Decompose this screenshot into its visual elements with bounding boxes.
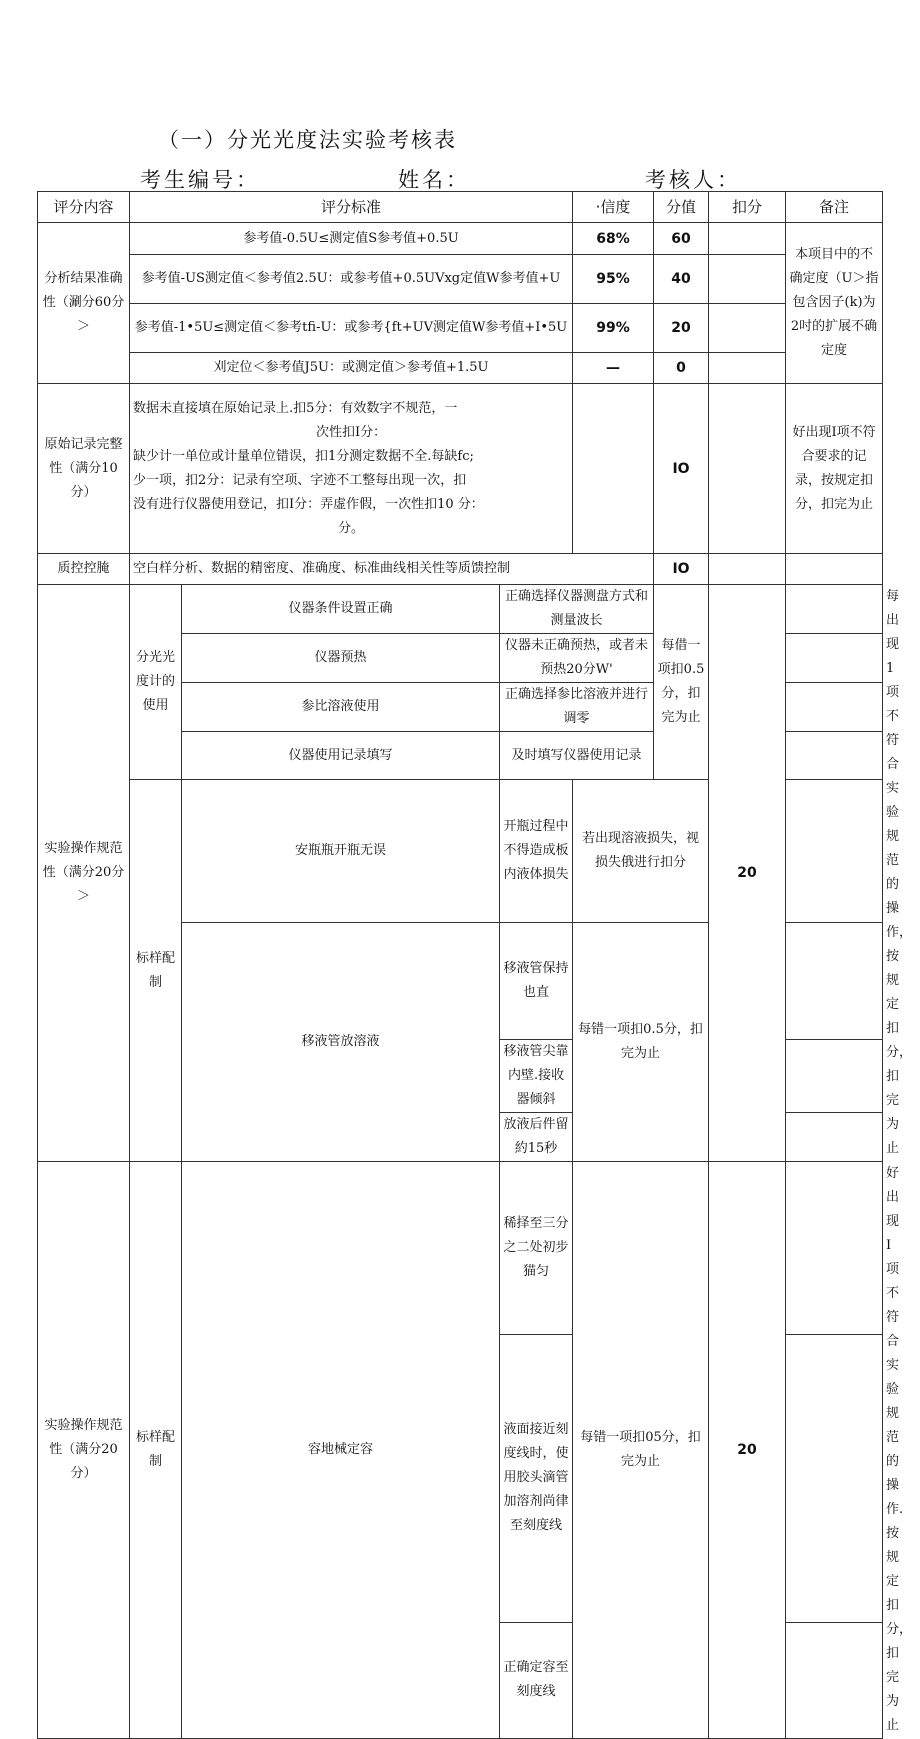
s1-remark: 本项目中的不确定度（U＞指包含因子(k)为2吋的扩展不确定度: [786, 223, 883, 384]
s4-g1-item-name: 参比溶液使用: [182, 683, 500, 732]
s1-r4-deduct[interactable]: [709, 353, 786, 384]
s3-deduct[interactable]: [709, 554, 786, 585]
s1-r1-standard: 参考值-0.5U≤测定值S参考值+0.5U: [130, 223, 573, 255]
s4-g1-item-name: 仪器使用记录填写: [182, 732, 500, 780]
s4-g1-item-req: 及时填写仪器使用记录: [500, 732, 654, 780]
s2-line: 数据未直接填在原始记录上.扣5分：有效数字不规范，一: [133, 400, 458, 416]
s2-remark: 好出现I项不符合要求的记录，按规定扣分，扣完为止: [786, 384, 883, 554]
col-standard: 评分标准: [130, 192, 573, 223]
s3-label: 质控控腌: [38, 554, 130, 585]
s5-item-req: 正确定容至刻度线: [500, 1622, 573, 1738]
col-deduct: 扣分: [709, 192, 786, 223]
s4-g2-label: 标样配制: [130, 780, 182, 1162]
col-remark: 备注: [786, 192, 883, 223]
s4-g1-item-name: 仪器条件设置正确: [182, 585, 500, 634]
s4-deduct[interactable]: [786, 922, 883, 1040]
s4-deduct[interactable]: [786, 634, 883, 683]
s1-r1-confidence: 68%: [573, 223, 654, 255]
assessor-label: 考核人：: [645, 168, 741, 192]
s5-item-req: 液面接近刻度线时，使用胶头滴管加溶剂尚律至刻度线: [500, 1335, 573, 1622]
s1-r2-standard: 参考值-US测定值＜参考值2.5U：或参考值+0.5UVxg定值W参考值+U: [130, 255, 573, 304]
s3-score: IO: [654, 554, 709, 585]
s4-g1-label: 分光光度计的使用: [130, 585, 182, 780]
s5-deduct[interactable]: [786, 1622, 883, 1738]
s2-confidence: [573, 384, 654, 554]
s4-g2-item-req: 移液管尖靠内壁.接收器倾斜: [500, 1040, 573, 1113]
s4-deduct[interactable]: [786, 780, 883, 923]
s4-g2-item-req: 开瓶过程中不得造成板内液体损失: [500, 780, 573, 923]
s2-label: 原始记录完整性（满分10分）: [38, 384, 130, 554]
s1-r4-confidence: —: [573, 353, 654, 384]
table-row: [38, 255, 883, 304]
s4-g2-item-req: 放液后件留約15秒: [500, 1113, 573, 1162]
table-row: [38, 554, 883, 585]
s1-r1-score: 60: [654, 223, 709, 255]
s5-sub-label: 标样配制: [130, 1162, 182, 1739]
col-score: 分值: [654, 192, 709, 223]
s1-label: 分析结果准确性（涮分60分＞: [38, 223, 130, 384]
page-title: （一）分光光度法实验考核表: [158, 128, 457, 152]
table-row: 实验操作规范性（满分20分＞ 分光光度计的使用 仪器条件设置正确 正确选择仪器测盘方式和测量波长 每借一项扣0.5分，扣完为止 20 每出现1项不符合实验规范的操作，按规定扣分，扣完为止: [38, 585, 883, 634]
s4-label: 实验操作规范性（满分20分＞: [38, 585, 130, 1162]
s1-r2-confidence: 95%: [573, 255, 654, 304]
s2-line: 没有进行仪器使用登记，扣I分：弄虚作假，一次性扣10 分：: [133, 496, 484, 512]
table-row: [38, 353, 883, 384]
s4-deduct[interactable]: [786, 1113, 883, 1162]
s2-line: 分。: [338, 520, 365, 536]
exam-number-label: 考生编号：: [140, 168, 260, 192]
s4-g2-item-name: 移液管放溶液: [182, 922, 500, 1162]
s1-r2-score: 40: [654, 255, 709, 304]
col-content: 评分内容: [38, 192, 130, 223]
s4-deduct[interactable]: [786, 683, 883, 732]
s4-deduct[interactable]: [786, 1040, 883, 1113]
s4-deduct[interactable]: [786, 585, 883, 634]
table-row: [38, 304, 883, 353]
s1-r1-deduct[interactable]: [709, 223, 786, 255]
s2-standard: [130, 384, 573, 554]
name-label: 姓名：: [398, 168, 470, 192]
s5-rule: 每错一项扣05分，扣完为止: [573, 1162, 709, 1739]
header-row: [38, 192, 883, 223]
s2-line: 次性扣I分：: [315, 424, 387, 440]
s5-item-name: 容地械定容: [182, 1162, 500, 1739]
col-confidence: ·信度: [573, 192, 654, 223]
s2-deduct[interactable]: [709, 384, 786, 554]
s1-r4-score: 0: [654, 353, 709, 384]
assessment-table: [37, 191, 913, 1739]
s4-g2-rule: 若出现溶液损失，视损失俄进行扣分: [573, 780, 709, 923]
s1-r4-standard: 刈定位＜参考值J5U：或测定值＞参考值+1.5U: [130, 353, 573, 384]
s1-r3-confidence: 99%: [573, 304, 654, 353]
s4-g1-item-req: 正确选择参比溶液并进行调零: [500, 683, 654, 732]
s4-g1-item-req: 正确选择仪器测盘方式和测量波长: [500, 585, 654, 634]
s2-line: 缺少计一单位或计量单位错误，扣1分测定数据不全.每缺fc;: [133, 448, 474, 464]
s4-score: 20: [709, 585, 786, 1162]
table-row: 实验操作规范性（满分20分） 标样配制 容地械定容 稀择至三分之二处初步猫匀 每错一项扣05分，扣完为止 20 好出现I项不符合实验规范的操作.按规定扣分，扣完为止: [38, 1162, 883, 1335]
s2-score: IO: [654, 384, 709, 554]
s5-score: 20: [709, 1162, 786, 1739]
table-row: [38, 223, 883, 255]
s3-remark: [786, 554, 883, 585]
s1-r3-standard: 参考值-1•5U≤测定值＜参考tfi-U：或参考{ft+UV测定值W参考值+I•5U: [130, 304, 573, 353]
s4-deduct[interactable]: [786, 732, 883, 780]
s1-r2-deduct[interactable]: [709, 255, 786, 304]
s4-g1-item-name: 仪器预热: [182, 634, 500, 683]
s1-r3-deduct[interactable]: [709, 304, 786, 353]
s1-r3-score: 20: [654, 304, 709, 353]
s4-g1-item-req: 仪器未正确预热，或者未预热20分W': [500, 634, 654, 683]
s4-g2-rule: 每错一项扣0.5分，扣完为止: [573, 922, 709, 1162]
s4-g2-item-req: 移液管保持也直: [500, 922, 573, 1040]
s4-g2-item-name: 安瓶瓶开瓶无误: [182, 780, 500, 923]
s5-item-req: 稀择至三分之二处初步猫匀: [500, 1162, 573, 1335]
s3-standard: 空白样分析、数据的精密度、准确度、标准曲线相关性等质馈控制: [130, 554, 654, 585]
s5-deduct[interactable]: [786, 1162, 883, 1335]
table-row: [38, 384, 883, 554]
s4-g1-rule: 每借一项扣0.5分，扣完为止: [654, 585, 709, 780]
s5-deduct[interactable]: [786, 1335, 883, 1622]
s2-line: 少一项，扣2分：记录有空项、字迹不工整每出现一次，扣: [133, 472, 467, 488]
s5-label: 实验操作规范性（满分20分）: [38, 1162, 130, 1739]
